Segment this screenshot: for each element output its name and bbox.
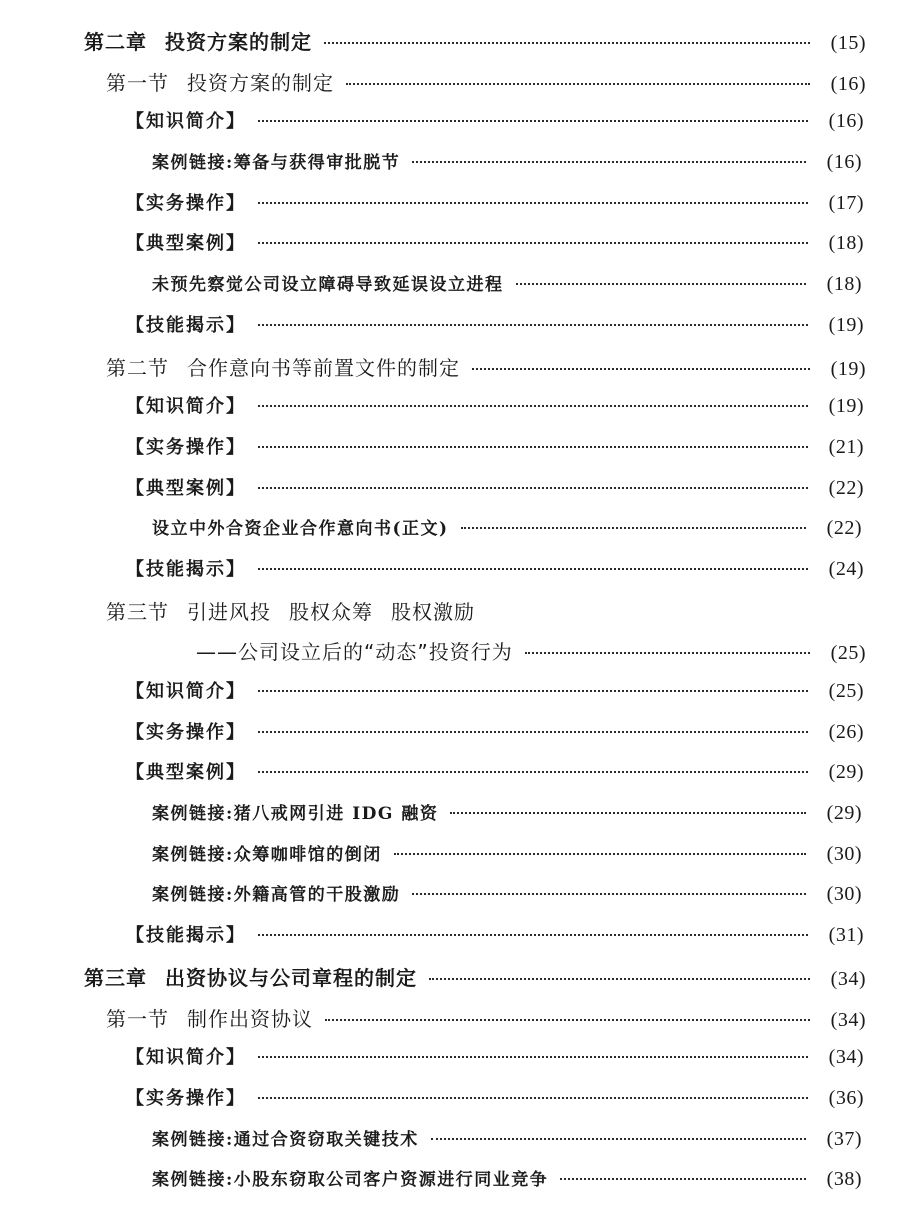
dot-leader: [461, 527, 806, 529]
dot-leader: [258, 446, 808, 448]
dot-leader: [412, 893, 806, 895]
toc-page-number: (37): [826, 1127, 862, 1150]
toc-page-number: (16): [826, 151, 862, 174]
toc-entry-heading: [106, 1003, 313, 1032]
toc-entry-number: 第二章: [84, 30, 147, 54]
toc-entry-title-part: 股权激励: [391, 599, 475, 624]
toc-entry-title: 案例链接:众筹咖啡馆的倒闭: [152, 844, 382, 865]
toc-part-row: [0, 107, 910, 148]
toc-chapter-row: [0, 962, 910, 1003]
toc-page-number: (34): [830, 1008, 866, 1031]
toc-item-row: [0, 148, 910, 189]
toc-page-number: (25): [828, 680, 864, 702]
toc-page-number: (15): [830, 32, 866, 54]
toc-entry-title: 【技能揭示】: [126, 314, 246, 336]
toc-entry-title: 制作出资协议: [187, 1006, 313, 1031]
toc-entry-number: 第二节: [106, 355, 169, 380]
toc-entry-title: 案例链接:外籍高管的干股激励: [152, 885, 401, 906]
toc-page-number: (21): [828, 435, 864, 458]
dot-leader: [450, 812, 806, 814]
toc-item-row: [0, 840, 910, 881]
dot-leader: [258, 120, 808, 122]
toc-entry-title: 【实务操作】: [126, 1087, 246, 1109]
toc-entry-title: 【知识简介】: [126, 111, 246, 133]
toc-page-number: (22): [828, 476, 864, 499]
toc-chapter-row: [0, 26, 910, 67]
dot-leader: [324, 42, 810, 44]
toc-entry-title: 【知识简介】: [126, 1047, 246, 1069]
toc-entry-title: 案例链接:猪八戒网引进 IDG 融资: [152, 804, 439, 825]
toc-part-row: [0, 758, 910, 799]
toc-entry-title: 合作意向书等前置文件的制定: [187, 355, 460, 380]
toc-page-number: (16): [830, 72, 866, 95]
toc-entry-title: 【技能揭示】: [126, 925, 246, 947]
table-of-contents: [0, 26, 910, 1206]
toc-section-row: [0, 1003, 910, 1044]
toc-entry-number: 第一节: [106, 1006, 169, 1031]
dot-leader: [516, 283, 807, 285]
dot-leader: [258, 934, 808, 936]
toc-entry-title: 案例链接:小股东窃取公司客户资源进行同业竞争: [152, 1170, 549, 1191]
dot-leader: [394, 853, 806, 855]
toc-entry-title: 【实务操作】: [126, 436, 246, 458]
toc-page-number: (29): [828, 761, 864, 784]
dot-leader: [258, 568, 808, 570]
toc-entry-title: 【典型案例】: [126, 233, 246, 255]
toc-page-number: (22): [826, 517, 862, 540]
toc-part-row: [0, 921, 910, 962]
dot-leader: [258, 324, 808, 326]
toc-page-number: (30): [826, 842, 862, 865]
dot-leader: [258, 1056, 808, 1058]
dot-leader: [258, 487, 808, 489]
dot-leader: [346, 83, 810, 85]
toc-page-number: (34): [830, 967, 866, 990]
toc-entry-number: 第三节: [106, 599, 169, 624]
toc-entry-title: 案例链接:筹备与获得审批脱节: [152, 153, 401, 174]
toc-page-number: (24): [828, 557, 864, 580]
dot-leader: [472, 368, 810, 370]
toc-part-row: [0, 677, 910, 718]
toc-page-number: (18): [826, 273, 862, 296]
toc-page-number: (29): [826, 802, 862, 825]
toc-entry-title-part: 引进风投: [187, 599, 271, 624]
toc-page-number: (19): [828, 313, 864, 336]
toc-section-row: [0, 596, 910, 637]
toc-entry-heading: [106, 596, 475, 625]
dot-leader: [258, 202, 808, 204]
toc-item-row: [0, 1125, 910, 1166]
toc-entry-title: 【知识简介】: [126, 396, 246, 418]
toc-part-row: [0, 474, 910, 515]
toc-entry-title: 【实务操作】: [126, 721, 246, 743]
toc-item-row: [0, 270, 910, 311]
toc-page-number: (36): [828, 1086, 864, 1109]
dot-leader: [525, 652, 810, 654]
toc-entry-heading: [106, 67, 334, 96]
toc-entry-title: 【典型案例】: [126, 762, 246, 784]
toc-entry-heading: [106, 352, 460, 381]
toc-entry-number: 第一节: [106, 70, 169, 95]
dot-leader: [560, 1178, 806, 1180]
toc-item-row: [0, 1165, 910, 1206]
toc-item-row: [0, 880, 910, 921]
toc-page-number: (26): [828, 720, 864, 743]
toc-part-row: [0, 189, 910, 230]
toc-entry-title: 【技能揭示】: [126, 558, 246, 580]
toc-entry-heading: [84, 962, 417, 991]
toc-entry-title: 未预先察觉公司设立障碍导致延误设立进程: [152, 275, 504, 296]
toc-page-number: (18): [828, 232, 864, 255]
toc-item-row: [0, 799, 910, 840]
toc-page-number: (19): [830, 357, 866, 380]
toc-part-row: [0, 311, 910, 352]
dot-leader: [258, 731, 808, 733]
toc-entry-title: ——公司设立后的“动态”投资行为: [196, 640, 513, 665]
toc-page-number: (30): [826, 883, 862, 906]
toc-page-number: (17): [828, 191, 864, 214]
dot-leader: [429, 978, 810, 980]
toc-part-row: [0, 1043, 910, 1084]
toc-page-number: (31): [828, 924, 864, 947]
toc-part-row: [0, 433, 910, 474]
dot-leader: [258, 771, 808, 773]
toc-page-number: (38): [826, 1168, 862, 1191]
dot-leader: [258, 242, 808, 244]
dot-leader: [412, 161, 806, 163]
dot-leader: [325, 1019, 810, 1021]
toc-entry-number: 第三章: [84, 965, 147, 990]
toc-item-row: [0, 514, 910, 555]
toc-entry-heading: [84, 26, 312, 55]
toc-entry-title: 【知识简介】: [126, 681, 246, 702]
toc-entry-title: 投资方案的制定: [165, 30, 312, 54]
toc-page-number: (16): [828, 110, 864, 133]
toc-section-subtitle-row: [0, 636, 910, 677]
toc-entry-title: 案例链接:通过合资窃取关键技术: [152, 1129, 419, 1150]
toc-part-row: [0, 1084, 910, 1125]
dot-leader: [258, 1097, 808, 1099]
toc-entry-title: 出资协议与公司章程的制定: [165, 965, 417, 990]
toc-entry-title: 投资方案的制定: [187, 70, 334, 95]
toc-part-row: [0, 229, 910, 270]
toc-section-row: [0, 67, 910, 108]
dot-leader: [258, 690, 808, 692]
toc-part-row: [0, 718, 910, 759]
toc-entry-title: 【实务操作】: [126, 192, 246, 214]
dot-leader: [258, 405, 808, 407]
toc-entry-title: 设立中外合资企业合作意向书(正文): [152, 519, 449, 540]
toc-page-number: (25): [830, 642, 866, 665]
toc-section-row: [0, 352, 910, 393]
toc-entry-title-part: 股权众筹: [289, 599, 373, 624]
dot-leader: [431, 1138, 806, 1140]
toc-page-number: (19): [828, 395, 864, 418]
toc-part-row: [0, 392, 910, 433]
toc-page-number: (34): [828, 1046, 864, 1069]
toc-part-row: [0, 555, 910, 596]
toc-entry-title: 【典型案例】: [126, 477, 246, 499]
